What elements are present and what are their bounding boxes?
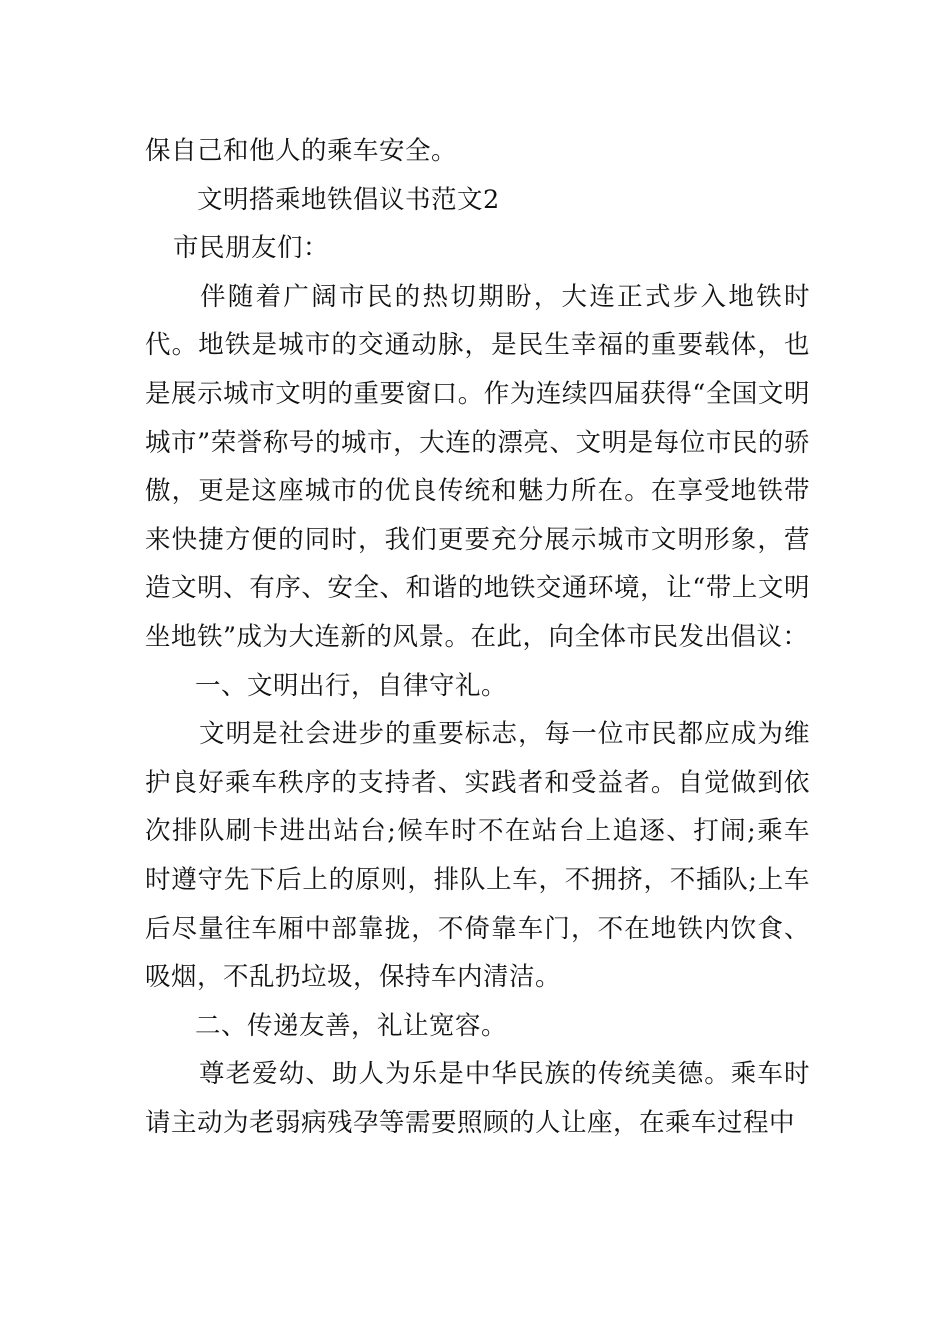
- paragraph-continuation: 保自己和他人的乘车安全。: [145, 136, 458, 166]
- salutation: 市民朋友们：: [173, 233, 330, 264]
- document-body: [145, 127, 810, 1147]
- paragraph-intro: 伴随着广阔市民的热切期盼，大连正式步入地铁时代。地铁是城市的交通动脉，是民生幸福的重要载体，也是展示城市文明的重要窗口。作为连续四届获得“全国文明城市”荣誉称号的城市，大连的漂亮、文明是每位市民的骄傲，更是这座城市的优良传统和魅力所在。在享受地铁带来快捷方便的同时，我们更要充分展示城市文明形象，营造文明、有序、安全、和谐的地铁交通环境，让“带上文明坐地铁”成为大连新的风景。在此，向全体市民发出倡议：: [145, 281, 810, 652]
- paragraph-two: 尊老爱幼、助人为乐是中华民族的传统美德。乘车时请主动为老弱病残孕等需要照顾的人让座，在乘车过程中: [145, 1059, 810, 1138]
- section-title: 文明搭乘地铁倡议书范文2: [197, 184, 500, 215]
- heading-one: 一、文明出行，自律守礼。: [195, 670, 508, 701]
- heading-two: 二、传递友善，礼让宽容。: [195, 1010, 508, 1041]
- paragraph-one: 文明是社会进步的重要标志，每一位市民都应成为维护良好乘车秩序的支持者、实践者和受益者。自觉做到依次排队刷卡进出站台;候车时不在站台上追逐、打闹;乘车时遵守先下后上的原则，排队上车，不拥挤，不插队;上车后尽量往车厢中部靠拢，不倚靠车门，不在地铁内饮食、吸烟，不乱扔垃圾，保持车内清洁。: [145, 719, 810, 993]
